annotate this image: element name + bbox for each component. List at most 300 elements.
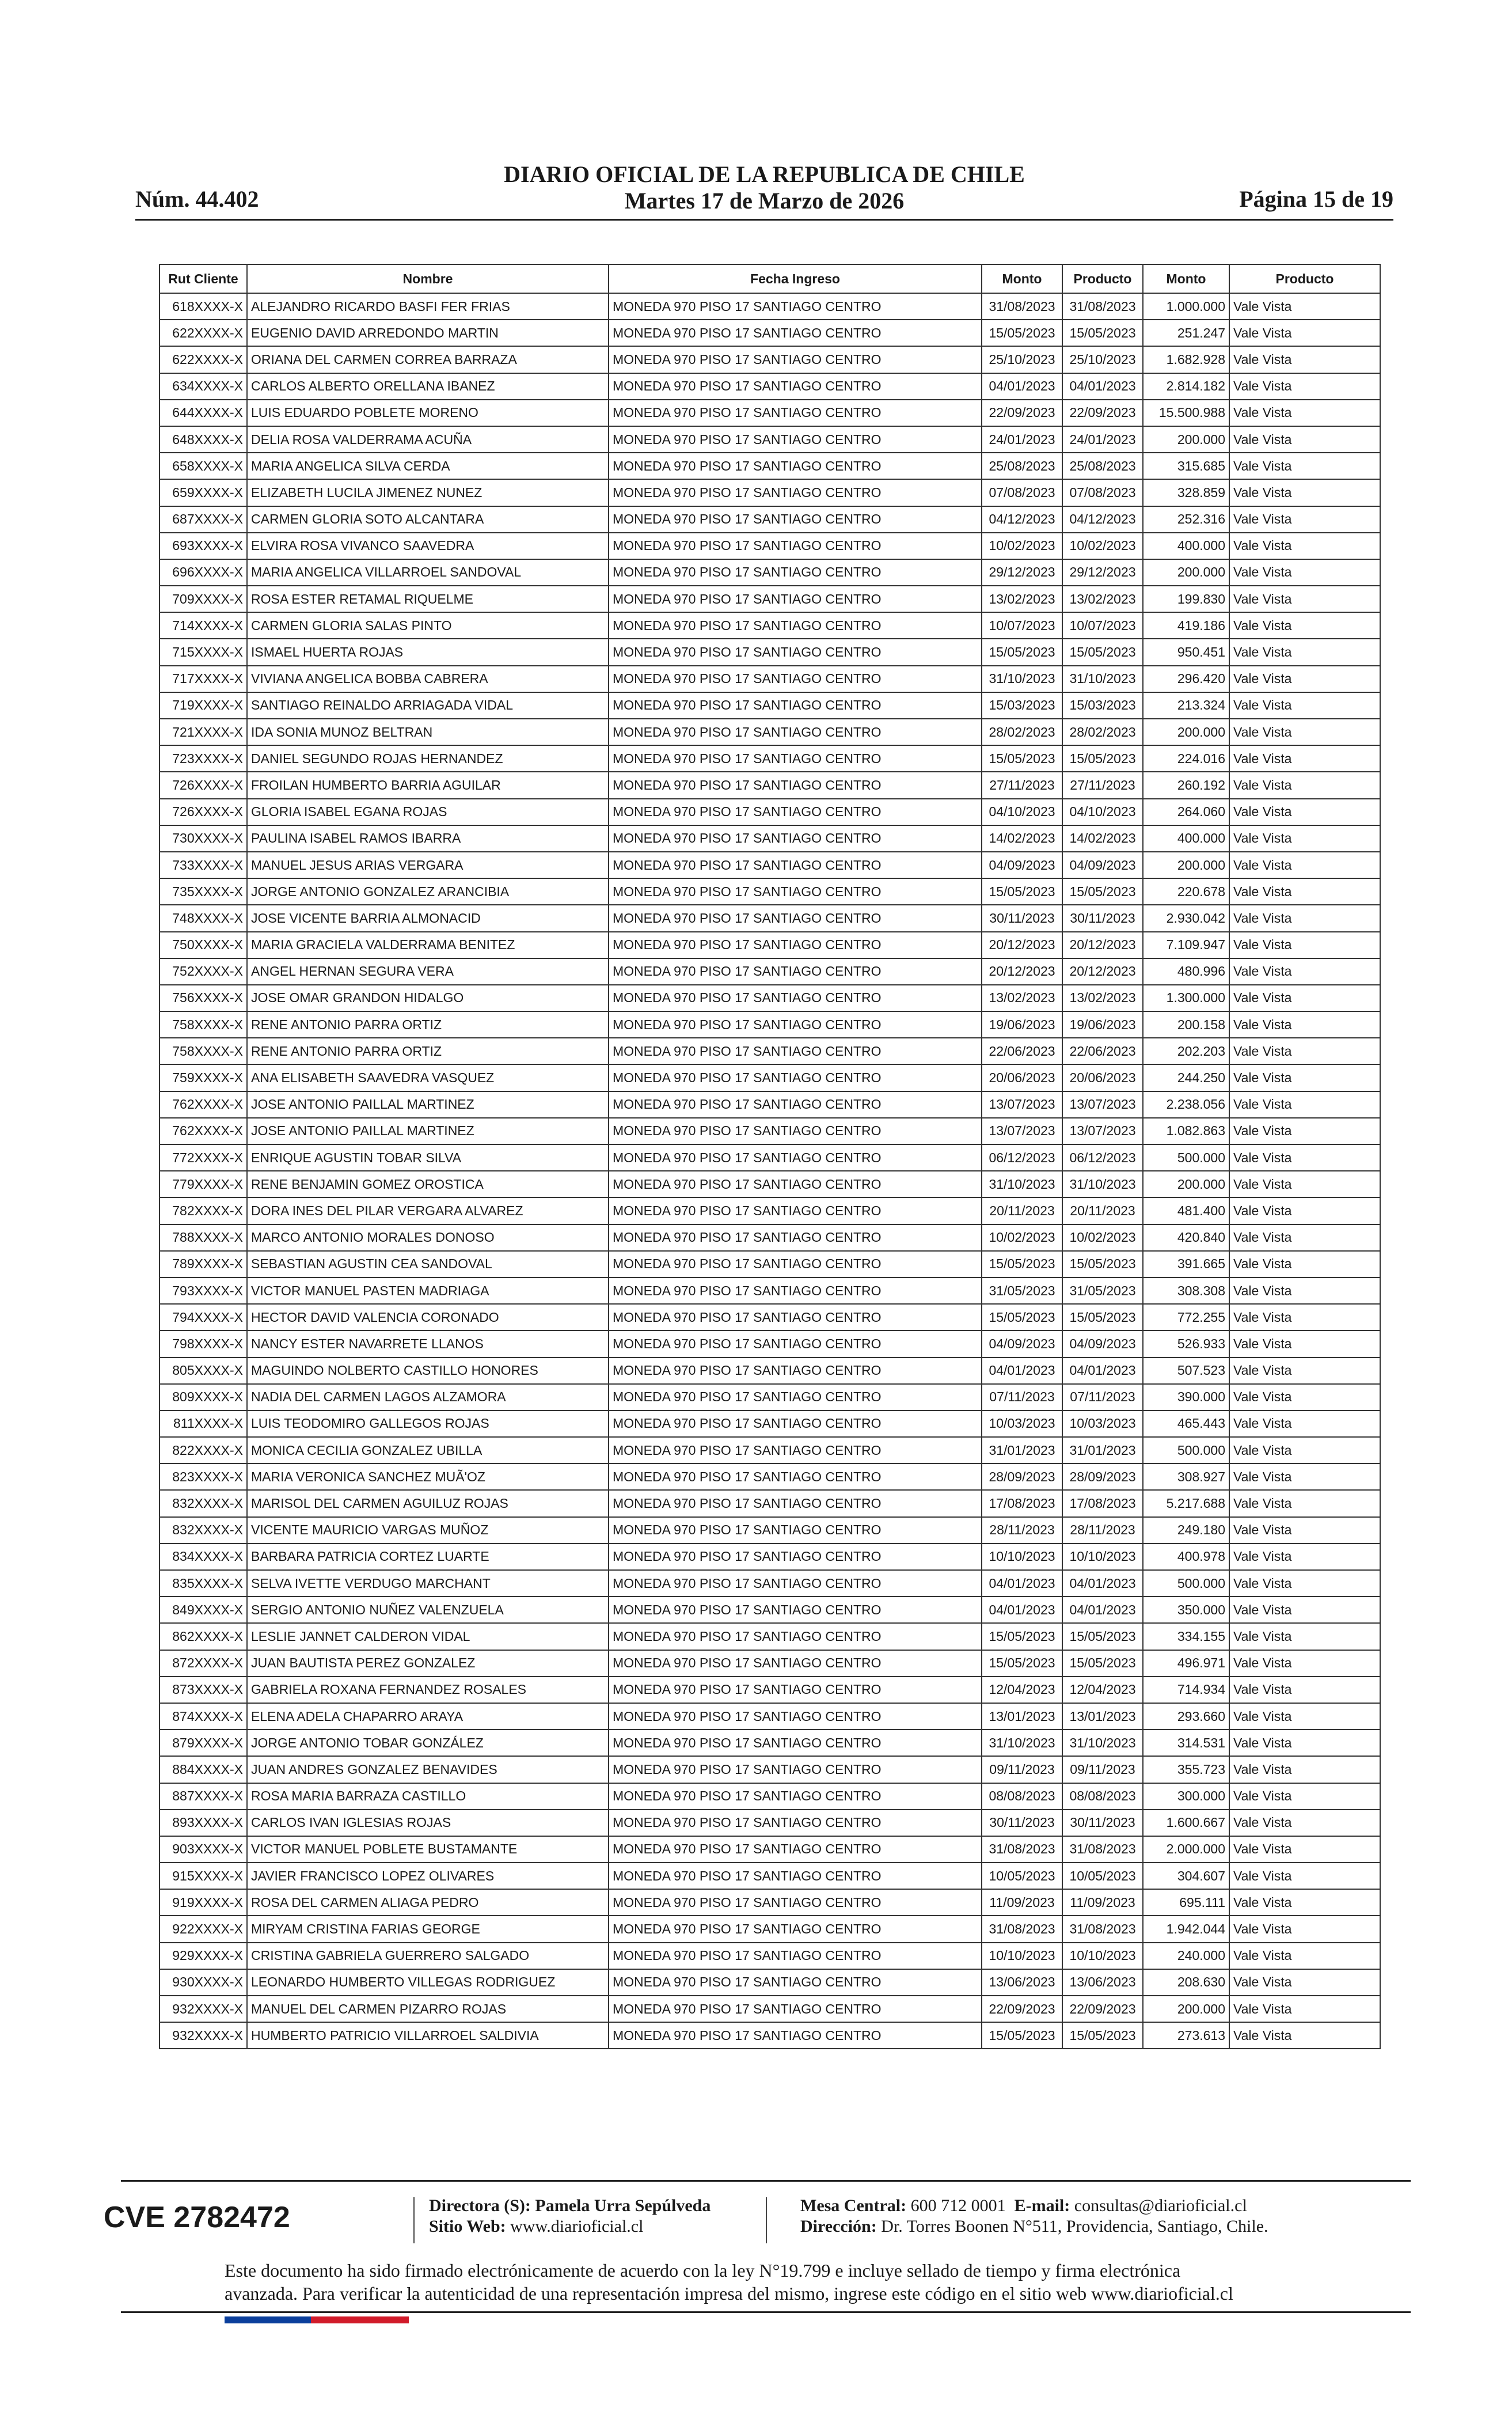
col-header-producto: Producto bbox=[1062, 264, 1143, 293]
cell-fecha-ingreso: MONEDA 970 PISO 17 SANTIAGO CENTRO bbox=[609, 905, 982, 931]
director-name: Pamela Urra Sepúlveda bbox=[535, 2196, 711, 2215]
cell-rut: 758XXXX-X bbox=[159, 1038, 247, 1064]
cell-monto: 10/03/2023 bbox=[982, 1411, 1062, 1437]
table-row bbox=[159, 1144, 1380, 1171]
cell-monto-2: 200.000 bbox=[1143, 852, 1229, 878]
cell-fecha-ingreso: MONEDA 970 PISO 17 SANTIAGO CENTRO bbox=[609, 1703, 982, 1730]
cell-producto: 27/11/2023 bbox=[1062, 772, 1143, 798]
cell-monto-2: 714.934 bbox=[1143, 1677, 1229, 1703]
cell-rut: 834XXXX-X bbox=[159, 1544, 247, 1570]
cell-producto-2: Vale Vista bbox=[1229, 1463, 1380, 1490]
cell-monto: 10/10/2023 bbox=[982, 1943, 1062, 1969]
cell-fecha-ingreso: MONEDA 970 PISO 17 SANTIAGO CENTRO bbox=[609, 852, 982, 878]
cell-fecha-ingreso: MONEDA 970 PISO 17 SANTIAGO CENTRO bbox=[609, 745, 982, 772]
cell-nombre: JORGE ANTONIO GONZALEZ ARANCIBIA bbox=[247, 878, 609, 905]
address-value: Dr. Torres Boonen N°511, Providencia, Santiago, Chile. bbox=[881, 2217, 1268, 2236]
cell-nombre: ALEJANDRO RICARDO BASFI FER FRIAS bbox=[247, 293, 609, 320]
cell-producto-2: Vale Vista bbox=[1229, 719, 1380, 745]
cell-rut: 758XXXX-X bbox=[159, 1011, 247, 1038]
cell-producto-2: Vale Vista bbox=[1229, 932, 1380, 958]
director-label: Directora (S): bbox=[429, 2196, 531, 2215]
cell-producto: 20/12/2023 bbox=[1062, 958, 1143, 985]
cell-monto-2: 5.217.688 bbox=[1143, 1490, 1229, 1516]
table-row bbox=[159, 745, 1380, 772]
cell-monto-2: 251.247 bbox=[1143, 320, 1229, 346]
cell-fecha-ingreso: MONEDA 970 PISO 17 SANTIAGO CENTRO bbox=[609, 1171, 982, 1197]
cell-producto: 31/10/2023 bbox=[1062, 666, 1143, 692]
email-label: E-mail: bbox=[1014, 2196, 1070, 2215]
cell-monto-2: 400.978 bbox=[1143, 1544, 1229, 1570]
cell-producto-2: Vale Vista bbox=[1229, 666, 1380, 692]
cell-monto: 04/01/2023 bbox=[982, 373, 1062, 400]
cell-producto-2: Vale Vista bbox=[1229, 1197, 1380, 1224]
cell-monto-2: 244.250 bbox=[1143, 1064, 1229, 1091]
cell-producto-2: Vale Vista bbox=[1229, 878, 1380, 905]
cell-nombre: MARIA ANGELICA SILVA CERDA bbox=[247, 453, 609, 479]
table-row bbox=[159, 719, 1380, 745]
cell-monto: 13/06/2023 bbox=[982, 1969, 1062, 1996]
cell-producto: 10/10/2023 bbox=[1062, 1943, 1143, 1969]
cell-monto: 29/12/2023 bbox=[982, 559, 1062, 586]
cell-rut: 735XXXX-X bbox=[159, 878, 247, 905]
cell-producto: 15/05/2023 bbox=[1062, 1623, 1143, 1650]
table-row bbox=[159, 1463, 1380, 1490]
cell-monto-2: 496.971 bbox=[1143, 1650, 1229, 1677]
cell-monto: 30/11/2023 bbox=[982, 1810, 1062, 1836]
table-header-row bbox=[159, 264, 1380, 293]
cell-producto-2: Vale Vista bbox=[1229, 1889, 1380, 1916]
cell-monto-2: 507.523 bbox=[1143, 1358, 1229, 1384]
cell-monto: 31/01/2023 bbox=[982, 1437, 1062, 1463]
cell-producto: 30/11/2023 bbox=[1062, 905, 1143, 931]
cell-monto: 20/06/2023 bbox=[982, 1064, 1062, 1091]
cell-producto: 29/12/2023 bbox=[1062, 559, 1143, 586]
cell-nombre: MONICA CECILIA GONZALEZ UBILLA bbox=[247, 1437, 609, 1463]
cell-nombre: PAULINA ISABEL RAMOS IBARRA bbox=[247, 825, 609, 852]
cell-nombre: MARIA VERONICA SANCHEZ MUÃ'OZ bbox=[247, 1463, 609, 1490]
cell-monto: 12/04/2023 bbox=[982, 1677, 1062, 1703]
cell-nombre: ISMAEL HUERTA ROJAS bbox=[247, 639, 609, 665]
cell-producto-2: Vale Vista bbox=[1229, 1224, 1380, 1251]
footer-bottom-divider bbox=[121, 2311, 1411, 2313]
cell-monto-2: 314.531 bbox=[1143, 1730, 1229, 1756]
cell-nombre: FROILAN HUMBERTO BARRIA AGUILAR bbox=[247, 772, 609, 798]
cell-fecha-ingreso: MONEDA 970 PISO 17 SANTIAGO CENTRO bbox=[609, 506, 982, 533]
table-row bbox=[159, 559, 1380, 586]
table-row bbox=[159, 1330, 1380, 1357]
cell-nombre: ANGEL HERNAN SEGURA VERA bbox=[247, 958, 609, 985]
cell-monto: 04/10/2023 bbox=[982, 799, 1062, 825]
table-row bbox=[159, 320, 1380, 346]
cell-producto-2: Vale Vista bbox=[1229, 586, 1380, 612]
table-row bbox=[159, 852, 1380, 878]
table-row bbox=[159, 639, 1380, 665]
mesa-phone: 600 712 0001 bbox=[910, 2196, 1006, 2215]
cell-producto: 10/10/2023 bbox=[1062, 1544, 1143, 1570]
cell-fecha-ingreso: MONEDA 970 PISO 17 SANTIAGO CENTRO bbox=[609, 346, 982, 373]
cell-producto-2: Vale Vista bbox=[1229, 373, 1380, 400]
cell-rut: 750XXXX-X bbox=[159, 932, 247, 958]
cell-producto-2: Vale Vista bbox=[1229, 1251, 1380, 1277]
email-link[interactable]: consultas@diarioficial.cl bbox=[1074, 2196, 1247, 2215]
address-label: Dirección: bbox=[800, 2217, 877, 2236]
cell-nombre: NANCY ESTER NAVARRETE LLANOS bbox=[247, 1330, 609, 1357]
cell-monto-2: 500.000 bbox=[1143, 1144, 1229, 1171]
cell-fecha-ingreso: MONEDA 970 PISO 17 SANTIAGO CENTRO bbox=[609, 1197, 982, 1224]
cell-producto-2: Vale Vista bbox=[1229, 1118, 1380, 1144]
cell-monto: 20/12/2023 bbox=[982, 932, 1062, 958]
cell-monto-2: 950.451 bbox=[1143, 639, 1229, 665]
cell-producto: 04/01/2023 bbox=[1062, 1597, 1143, 1623]
cell-producto-2: Vale Vista bbox=[1229, 2022, 1380, 2049]
cell-monto: 04/01/2023 bbox=[982, 1570, 1062, 1597]
table-row bbox=[159, 1863, 1380, 1889]
signature-note-line: avanzada. Para verificar la autenticidad de una representación impresa del mismo, ingrese este código en el sitio web www.diarioficial.cl bbox=[225, 2283, 1233, 2304]
cell-nombre: RENE ANTONIO PARRA ORTIZ bbox=[247, 1011, 609, 1038]
table-row bbox=[159, 1171, 1380, 1197]
cell-producto-2: Vale Vista bbox=[1229, 1677, 1380, 1703]
cell-rut: 658XXXX-X bbox=[159, 453, 247, 479]
cell-monto: 04/01/2023 bbox=[982, 1358, 1062, 1384]
cell-rut: 721XXXX-X bbox=[159, 719, 247, 745]
cell-producto: 28/09/2023 bbox=[1062, 1463, 1143, 1490]
table-row bbox=[159, 692, 1380, 719]
cell-monto-2: 240.000 bbox=[1143, 1943, 1229, 1969]
cell-nombre: MARISOL DEL CARMEN AGUILUZ ROJAS bbox=[247, 1490, 609, 1516]
cell-producto: 13/02/2023 bbox=[1062, 985, 1143, 1011]
cell-monto-2: 7.109.947 bbox=[1143, 932, 1229, 958]
table-row bbox=[159, 799, 1380, 825]
cell-nombre: IDA SONIA MUNOZ BELTRAN bbox=[247, 719, 609, 745]
cell-rut: 805XXXX-X bbox=[159, 1358, 247, 1384]
cell-nombre: DORA INES DEL PILAR VERGARA ALVAREZ bbox=[247, 1197, 609, 1224]
cell-fecha-ingreso: MONEDA 970 PISO 17 SANTIAGO CENTRO bbox=[609, 586, 982, 612]
cell-monto-2: 481.400 bbox=[1143, 1197, 1229, 1224]
cell-producto-2: Vale Vista bbox=[1229, 1038, 1380, 1064]
cell-monto: 06/12/2023 bbox=[982, 1144, 1062, 1171]
cell-monto-2: 1.000.000 bbox=[1143, 293, 1229, 320]
cell-monto-2: 500.000 bbox=[1143, 1570, 1229, 1597]
cell-monto-2: 200.000 bbox=[1143, 1996, 1229, 2022]
cve-code: CVE 2782472 bbox=[104, 2201, 290, 2234]
cell-producto: 13/07/2023 bbox=[1062, 1118, 1143, 1144]
table-row bbox=[159, 1756, 1380, 1783]
cell-producto: 08/08/2023 bbox=[1062, 1783, 1143, 1810]
cell-rut: 714XXXX-X bbox=[159, 612, 247, 639]
cell-rut: 659XXXX-X bbox=[159, 479, 247, 506]
web-link[interactable]: www.diarioficial.cl bbox=[510, 2217, 644, 2236]
cell-rut: 893XXXX-X bbox=[159, 1810, 247, 1836]
cell-fecha-ingreso: MONEDA 970 PISO 17 SANTIAGO CENTRO bbox=[609, 1889, 982, 1916]
table-row bbox=[159, 426, 1380, 453]
cell-producto-2: Vale Vista bbox=[1229, 1384, 1380, 1411]
cell-monto-2: 296.420 bbox=[1143, 666, 1229, 692]
cell-monto-2: 400.000 bbox=[1143, 533, 1229, 559]
cell-fecha-ingreso: MONEDA 970 PISO 17 SANTIAGO CENTRO bbox=[609, 1650, 982, 1677]
table-row bbox=[159, 958, 1380, 985]
cell-producto: 06/12/2023 bbox=[1062, 1144, 1143, 1171]
cell-producto-2: Vale Vista bbox=[1229, 825, 1380, 852]
cell-fecha-ingreso: MONEDA 970 PISO 17 SANTIAGO CENTRO bbox=[609, 293, 982, 320]
cell-monto: 22/09/2023 bbox=[982, 1996, 1062, 2022]
cell-rut: 782XXXX-X bbox=[159, 1197, 247, 1224]
cell-monto: 08/08/2023 bbox=[982, 1783, 1062, 1810]
cell-rut: 648XXXX-X bbox=[159, 426, 247, 453]
cell-nombre: JORGE ANTONIO TOBAR GONZÁLEZ bbox=[247, 1730, 609, 1756]
cell-producto: 15/05/2023 bbox=[1062, 878, 1143, 905]
cell-rut: 723XXXX-X bbox=[159, 745, 247, 772]
cell-producto-2: Vale Vista bbox=[1229, 1650, 1380, 1677]
cell-fecha-ingreso: MONEDA 970 PISO 17 SANTIAGO CENTRO bbox=[609, 772, 982, 798]
footer-divider bbox=[121, 2180, 1411, 2182]
records-table bbox=[159, 264, 1381, 2049]
page-header bbox=[135, 161, 1393, 221]
cell-nombre: ELENA ADELA CHAPARRO ARAYA bbox=[247, 1703, 609, 1730]
cell-producto: 25/08/2023 bbox=[1062, 453, 1143, 479]
footer bbox=[121, 2180, 1411, 2182]
cell-fecha-ingreso: MONEDA 970 PISO 17 SANTIAGO CENTRO bbox=[609, 825, 982, 852]
cell-monto-2: 390.000 bbox=[1143, 1384, 1229, 1411]
table-row bbox=[159, 878, 1380, 905]
table-row bbox=[159, 533, 1380, 559]
cell-rut: 873XXXX-X bbox=[159, 1677, 247, 1703]
cell-producto-2: Vale Vista bbox=[1229, 426, 1380, 453]
cell-producto-2: Vale Vista bbox=[1229, 533, 1380, 559]
cell-nombre: MANUEL DEL CARMEN PIZARRO ROJAS bbox=[247, 1996, 609, 2022]
cell-rut: 862XXXX-X bbox=[159, 1623, 247, 1650]
table-row bbox=[159, 1969, 1380, 1996]
cell-rut: 618XXXX-X bbox=[159, 293, 247, 320]
cell-monto: 28/11/2023 bbox=[982, 1517, 1062, 1544]
cell-producto-2: Vale Vista bbox=[1229, 1490, 1380, 1516]
cell-fecha-ingreso: MONEDA 970 PISO 17 SANTIAGO CENTRO bbox=[609, 1756, 982, 1783]
cell-fecha-ingreso: MONEDA 970 PISO 17 SANTIAGO CENTRO bbox=[609, 1836, 982, 1863]
cell-nombre: LUIS TEODOMIRO GALLEGOS ROJAS bbox=[247, 1411, 609, 1437]
cell-monto-2: 526.933 bbox=[1143, 1330, 1229, 1357]
cell-producto: 12/04/2023 bbox=[1062, 1677, 1143, 1703]
table-body bbox=[159, 293, 1380, 2049]
table-row bbox=[159, 1996, 1380, 2022]
cell-rut: 622XXXX-X bbox=[159, 346, 247, 373]
cell-nombre: VICTOR MANUEL POBLETE BUSTAMANTE bbox=[247, 1836, 609, 1863]
table-row bbox=[159, 1224, 1380, 1251]
cell-monto: 13/07/2023 bbox=[982, 1091, 1062, 1118]
cell-fecha-ingreso: MONEDA 970 PISO 17 SANTIAGO CENTRO bbox=[609, 1038, 982, 1064]
cell-producto-2: Vale Vista bbox=[1229, 1730, 1380, 1756]
table-row bbox=[159, 1650, 1380, 1677]
table-row bbox=[159, 1889, 1380, 1916]
cell-monto: 15/05/2023 bbox=[982, 878, 1062, 905]
cell-producto: 15/05/2023 bbox=[1062, 745, 1143, 772]
cell-fecha-ingreso: MONEDA 970 PISO 17 SANTIAGO CENTRO bbox=[609, 1623, 982, 1650]
cell-monto: 28/09/2023 bbox=[982, 1463, 1062, 1490]
cell-rut: 872XXXX-X bbox=[159, 1650, 247, 1677]
cell-producto-2: Vale Vista bbox=[1229, 1330, 1380, 1357]
footer-separator bbox=[413, 2197, 415, 2243]
cell-monto-2: 249.180 bbox=[1143, 1517, 1229, 1544]
cell-nombre: JOSE ANTONIO PAILLAL MARTINEZ bbox=[247, 1091, 609, 1118]
cell-fecha-ingreso: MONEDA 970 PISO 17 SANTIAGO CENTRO bbox=[609, 426, 982, 453]
cell-monto: 15/05/2023 bbox=[982, 2022, 1062, 2049]
cell-monto: 15/05/2023 bbox=[982, 1623, 1062, 1650]
cell-producto-2: Vale Vista bbox=[1229, 559, 1380, 586]
cell-monto-2: 273.613 bbox=[1143, 2022, 1229, 2049]
cell-nombre: CARLOS IVAN IGLESIAS ROJAS bbox=[247, 1810, 609, 1836]
cell-rut: 919XXXX-X bbox=[159, 1889, 247, 1916]
cell-producto-2: Vale Vista bbox=[1229, 985, 1380, 1011]
web-label: Sitio Web: bbox=[429, 2217, 506, 2236]
table-row bbox=[159, 479, 1380, 506]
cell-rut: 832XXXX-X bbox=[159, 1517, 247, 1544]
table-row bbox=[159, 1570, 1380, 1597]
cell-monto: 13/02/2023 bbox=[982, 586, 1062, 612]
cell-nombre: JOSE VICENTE BARRIA ALMONACID bbox=[247, 905, 609, 931]
cell-fecha-ingreso: MONEDA 970 PISO 17 SANTIAGO CENTRO bbox=[609, 932, 982, 958]
flag-stripe-red bbox=[311, 2316, 409, 2323]
cell-producto-2: Vale Vista bbox=[1229, 1064, 1380, 1091]
cell-monto-2: 1.942.044 bbox=[1143, 1916, 1229, 1942]
cell-producto: 10/07/2023 bbox=[1062, 612, 1143, 639]
cell-fecha-ingreso: MONEDA 970 PISO 17 SANTIAGO CENTRO bbox=[609, 1277, 982, 1304]
cell-producto-2: Vale Vista bbox=[1229, 400, 1380, 426]
cell-fecha-ingreso: MONEDA 970 PISO 17 SANTIAGO CENTRO bbox=[609, 1437, 982, 1463]
table-row bbox=[159, 346, 1380, 373]
cell-nombre: CRISTINA GABRIELA GUERRERO SALGADO bbox=[247, 1943, 609, 1969]
cell-producto-2: Vale Vista bbox=[1229, 1304, 1380, 1330]
cell-producto: 04/01/2023 bbox=[1062, 373, 1143, 400]
cell-monto: 25/10/2023 bbox=[982, 346, 1062, 373]
cell-monto-2: 2.000.000 bbox=[1143, 1836, 1229, 1863]
page-number: Página 15 de 19 bbox=[1239, 186, 1393, 212]
cell-rut: 932XXXX-X bbox=[159, 2022, 247, 2049]
cell-monto-2: 308.308 bbox=[1143, 1277, 1229, 1304]
cell-producto-2: Vale Vista bbox=[1229, 1171, 1380, 1197]
cell-rut: 709XXXX-X bbox=[159, 586, 247, 612]
cell-monto-2: 200.000 bbox=[1143, 1171, 1229, 1197]
cell-nombre: SEBASTIAN AGUSTIN CEA SANDOVAL bbox=[247, 1251, 609, 1277]
cell-fecha-ingreso: MONEDA 970 PISO 17 SANTIAGO CENTRO bbox=[609, 1517, 982, 1544]
cell-producto-2: Vale Vista bbox=[1229, 1570, 1380, 1597]
cell-producto-2: Vale Vista bbox=[1229, 1703, 1380, 1730]
table-row bbox=[159, 1304, 1380, 1330]
cell-nombre: EUGENIO DAVID ARREDONDO MARTIN bbox=[247, 320, 609, 346]
cell-producto: 04/09/2023 bbox=[1062, 1330, 1143, 1357]
cell-monto: 28/02/2023 bbox=[982, 719, 1062, 745]
cell-fecha-ingreso: MONEDA 970 PISO 17 SANTIAGO CENTRO bbox=[609, 1224, 982, 1251]
cell-fecha-ingreso: MONEDA 970 PISO 17 SANTIAGO CENTRO bbox=[609, 1943, 982, 1969]
cell-producto: 31/05/2023 bbox=[1062, 1277, 1143, 1304]
cell-monto: 07/11/2023 bbox=[982, 1384, 1062, 1411]
table-row bbox=[159, 985, 1380, 1011]
cell-monto: 20/12/2023 bbox=[982, 958, 1062, 985]
cell-monto: 22/06/2023 bbox=[982, 1038, 1062, 1064]
cell-rut: 762XXXX-X bbox=[159, 1091, 247, 1118]
cell-nombre: MANUEL JESUS ARIAS VERGARA bbox=[247, 852, 609, 878]
table-row bbox=[159, 1943, 1380, 1969]
cell-producto: 07/11/2023 bbox=[1062, 1384, 1143, 1411]
cell-producto: 07/08/2023 bbox=[1062, 479, 1143, 506]
cell-rut: 822XXXX-X bbox=[159, 1437, 247, 1463]
table-row bbox=[159, 1011, 1380, 1038]
cell-fecha-ingreso: MONEDA 970 PISO 17 SANTIAGO CENTRO bbox=[609, 1330, 982, 1357]
cell-fecha-ingreso: MONEDA 970 PISO 17 SANTIAGO CENTRO bbox=[609, 878, 982, 905]
cell-fecha-ingreso: MONEDA 970 PISO 17 SANTIAGO CENTRO bbox=[609, 1677, 982, 1703]
cell-producto: 13/01/2023 bbox=[1062, 1703, 1143, 1730]
cell-fecha-ingreso: MONEDA 970 PISO 17 SANTIAGO CENTRO bbox=[609, 1863, 982, 1889]
cell-rut: 915XXXX-X bbox=[159, 1863, 247, 1889]
cell-producto-2: Vale Vista bbox=[1229, 1437, 1380, 1463]
cell-monto: 31/08/2023 bbox=[982, 1836, 1062, 1863]
cell-producto: 20/11/2023 bbox=[1062, 1197, 1143, 1224]
table-row bbox=[159, 506, 1380, 533]
cell-producto-2: Vale Vista bbox=[1229, 453, 1380, 479]
cell-monto-2: 315.685 bbox=[1143, 453, 1229, 479]
cell-monto-2: 2.238.056 bbox=[1143, 1091, 1229, 1118]
cell-nombre: HECTOR DAVID VALENCIA CORONADO bbox=[247, 1304, 609, 1330]
cell-monto-2: 260.192 bbox=[1143, 772, 1229, 798]
cell-monto: 04/01/2023 bbox=[982, 1597, 1062, 1623]
cell-monto-2: 419.186 bbox=[1143, 612, 1229, 639]
cell-producto: 22/09/2023 bbox=[1062, 1996, 1143, 2022]
cell-producto-2: Vale Vista bbox=[1229, 1597, 1380, 1623]
cell-nombre: NADIA DEL CARMEN LAGOS ALZAMORA bbox=[247, 1384, 609, 1411]
cell-fecha-ingreso: MONEDA 970 PISO 17 SANTIAGO CENTRO bbox=[609, 559, 982, 586]
cell-producto: 17/08/2023 bbox=[1062, 1490, 1143, 1516]
signature-note bbox=[225, 2259, 1319, 2305]
cell-producto-2: Vale Vista bbox=[1229, 905, 1380, 931]
cell-producto: 19/06/2023 bbox=[1062, 1011, 1143, 1038]
cell-rut: 733XXXX-X bbox=[159, 852, 247, 878]
cell-rut: 874XXXX-X bbox=[159, 1703, 247, 1730]
cell-nombre: JOSE ANTONIO PAILLAL MARTINEZ bbox=[247, 1118, 609, 1144]
cell-nombre: ANA ELISABETH SAAVEDRA VASQUEZ bbox=[247, 1064, 609, 1091]
cell-producto: 10/02/2023 bbox=[1062, 1224, 1143, 1251]
cell-producto: 28/11/2023 bbox=[1062, 1517, 1143, 1544]
cell-fecha-ingreso: MONEDA 970 PISO 17 SANTIAGO CENTRO bbox=[609, 1810, 982, 1836]
cell-nombre: ROSA DEL CARMEN ALIAGA PEDRO bbox=[247, 1889, 609, 1916]
cell-producto: 22/06/2023 bbox=[1062, 1038, 1143, 1064]
cell-rut: 887XXXX-X bbox=[159, 1783, 247, 1810]
cell-monto-2: 695.111 bbox=[1143, 1889, 1229, 1916]
cell-producto: 11/09/2023 bbox=[1062, 1889, 1143, 1916]
cell-rut: 717XXXX-X bbox=[159, 666, 247, 692]
cell-producto: 14/02/2023 bbox=[1062, 825, 1143, 852]
cell-monto: 22/09/2023 bbox=[982, 400, 1062, 426]
table-row bbox=[159, 453, 1380, 479]
cell-fecha-ingreso: MONEDA 970 PISO 17 SANTIAGO CENTRO bbox=[609, 719, 982, 745]
cell-monto: 31/10/2023 bbox=[982, 1730, 1062, 1756]
cell-fecha-ingreso: MONEDA 970 PISO 17 SANTIAGO CENTRO bbox=[609, 1570, 982, 1597]
cell-monto-2: 391.665 bbox=[1143, 1251, 1229, 1277]
cell-nombre: ELIZABETH LUCILA JIMENEZ NUNEZ bbox=[247, 479, 609, 506]
publication-date: Martes 17 de Marzo de 2026 bbox=[624, 188, 905, 214]
cell-monto-2: 224.016 bbox=[1143, 745, 1229, 772]
cell-producto: 15/05/2023 bbox=[1062, 1304, 1143, 1330]
cell-rut: 730XXXX-X bbox=[159, 825, 247, 852]
cell-rut: 884XXXX-X bbox=[159, 1756, 247, 1783]
cell-producto: 13/02/2023 bbox=[1062, 586, 1143, 612]
cell-monto-2: 200.158 bbox=[1143, 1011, 1229, 1038]
cell-fecha-ingreso: MONEDA 970 PISO 17 SANTIAGO CENTRO bbox=[609, 400, 982, 426]
cell-rut: 759XXXX-X bbox=[159, 1064, 247, 1091]
cell-producto: 25/10/2023 bbox=[1062, 346, 1143, 373]
cell-producto-2: Vale Vista bbox=[1229, 1836, 1380, 1863]
cell-monto: 15/05/2023 bbox=[982, 639, 1062, 665]
cell-rut: 748XXXX-X bbox=[159, 905, 247, 931]
cell-monto-2: 420.840 bbox=[1143, 1224, 1229, 1251]
cell-producto-2: Vale Vista bbox=[1229, 1996, 1380, 2022]
flag-stripe-blue bbox=[225, 2316, 311, 2323]
